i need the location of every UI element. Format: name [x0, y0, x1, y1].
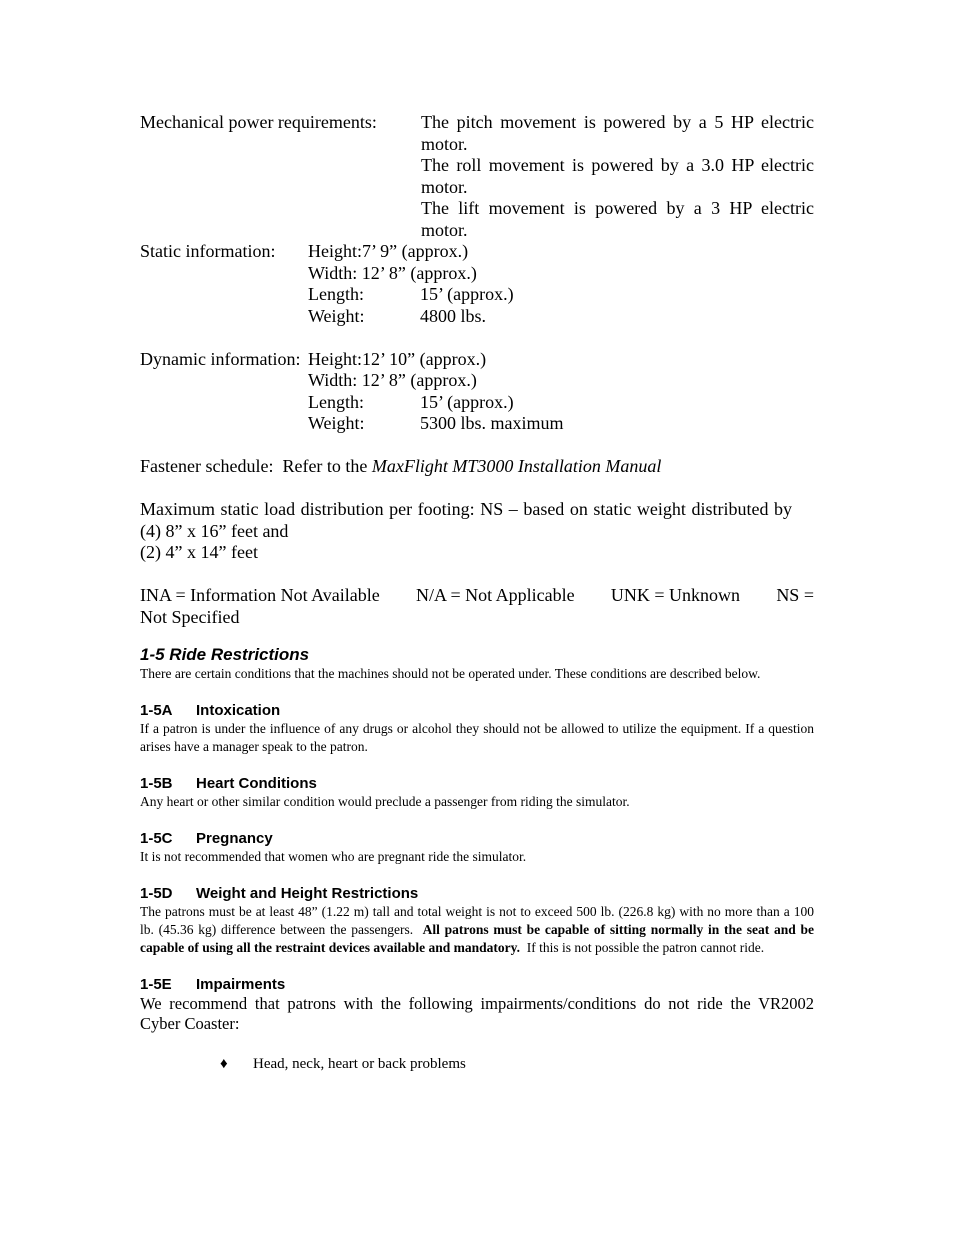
mechanical-lines — [421, 112, 814, 241]
static-weight-key: Weight: — [308, 305, 365, 326]
dynamic-weight-key: Weight: — [308, 413, 365, 433]
section-text: If a patron is under the influence of any drugs or alcohol they should not be allowed to utilize the equipment. If a question arises have a manager speak to the patron. — [140, 721, 814, 754]
section-number: 1-5A — [140, 702, 173, 719]
mechanical-power-block — [140, 112, 814, 241]
abbreviations — [140, 585, 814, 628]
section-text-part-2: If this is not possible the patron cannot ride. — [520, 940, 765, 955]
abbr-ina: INA = Information Not Available — [140, 585, 380, 605]
roll-line: The roll movement is powered by a 3.0 HP electric motor. — [421, 155, 814, 197]
section-text — [140, 903, 818, 957]
load-distribution — [140, 499, 814, 564]
fastener-prefix: Fastener schedule: Refer to the — [140, 456, 372, 476]
load-line-2: (2) 4” x 14” feet — [140, 542, 258, 562]
bullet-text: Head, neck, heart or back problems — [253, 1056, 466, 1072]
ride-restrictions-intro: There are certain conditions that the machines should not be operated under. These conditions are described below. — [140, 666, 761, 681]
abbr-ns-continued: Not Specified — [140, 606, 240, 627]
section-number: 1-5E — [140, 976, 172, 993]
section-number: 1-5B — [140, 775, 173, 792]
dynamic-info-block — [140, 349, 814, 435]
dynamic-length-key: Length: — [308, 391, 364, 412]
section-text-bold: All patrons must be capable of sitting normally in the seat and be capable of using all the restraint devices available and mandatory. — [140, 922, 814, 955]
section-text: It is not recommended that women who are pregnant ride the simulator. — [140, 849, 527, 864]
load-line-1: Maximum static load distribution per footing: NS – based on static weight distributed by (4) 8” x 16” feet and — [140, 499, 792, 541]
dynamic-length-value: 15’ (approx.) — [420, 391, 514, 412]
abbr-na: N/A = Not Applicable — [416, 585, 575, 605]
ride-restrictions-heading: 1-5 Ride Restrictions — [140, 645, 310, 664]
section-number: 1-5D — [140, 885, 173, 902]
section-weight-height — [140, 885, 818, 957]
section-text: Any heart or other similar condition would preclude a passenger from riding the simulator. — [140, 794, 630, 809]
static-label: Static information: — [140, 241, 276, 261]
section-text: We recommend that patrons with the following impairments/conditions do not ride the VR2002 Cyber Coaster: — [140, 994, 814, 1033]
static-length-key: Length: — [308, 284, 364, 304]
static-weight-value: 4800 lbs. — [420, 305, 487, 326]
mechanical-label: Mechanical power requirements: — [140, 112, 377, 132]
static-height: Height:7’ 9” (approx.) — [308, 241, 469, 261]
section-heart-conditions — [140, 775, 814, 811]
section-impairments — [140, 976, 814, 1073]
section-title: Heart Conditions — [196, 775, 317, 792]
section-title: Weight and Height Restrictions — [196, 885, 419, 902]
abbr-unk: UNK = Unknown — [610, 585, 741, 605]
section-pregnancy — [140, 830, 814, 866]
lift-line: The lift movement is powered by a 3 HP electric motor. — [421, 198, 814, 240]
document-page — [140, 112, 818, 1073]
pitch-line: The pitch movement is powered by a 5 HP electric motor. — [421, 112, 814, 154]
fastener-manual: MaxFlight MT3000 Installation Manual — [371, 456, 662, 476]
static-length-value: 15’ (approx.) — [420, 284, 514, 304]
dynamic-weight-value: 5300 lbs. maximum — [420, 413, 564, 433]
fastener-schedule — [140, 456, 814, 478]
dynamic-height: Height:12’ 10” (approx.) — [308, 348, 487, 369]
section-title: Intoxication — [196, 702, 281, 719]
dynamic-label: Dynamic information: — [140, 348, 301, 369]
dynamic-width: Width: 12’ 8” (approx.) — [308, 370, 477, 390]
abbr-ns: NS = — [776, 585, 814, 605]
static-info-block — [140, 241, 814, 327]
section-title: Pregnancy — [196, 830, 273, 847]
diamond-bullet-icon: ♦ — [220, 1056, 228, 1072]
section-title: Impairments — [196, 976, 286, 993]
section-number: 1-5C — [140, 830, 173, 847]
section-intoxication — [140, 702, 814, 756]
section-text-part-1: The patrons must be at least 48” (1.22 m) tall and total weight is not to exceed 500 lb. (226.8 kg) with no more than a 100 lb. (45.36 kg) difference between the passengers. — [140, 904, 818, 937]
static-width: Width: 12’ 8” (approx.) — [308, 262, 477, 283]
bullet-item — [140, 1056, 814, 1073]
